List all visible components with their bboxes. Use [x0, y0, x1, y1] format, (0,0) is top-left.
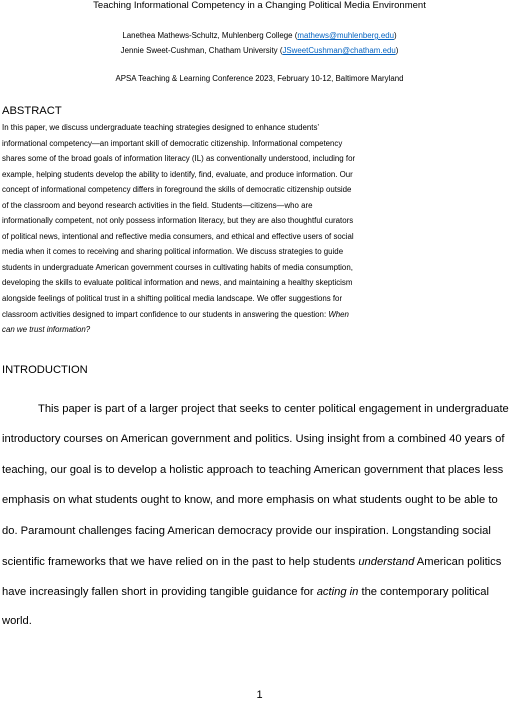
abstract-line: developing the skills to evaluate political information and news, and maintaining a healthy skepticism: [2, 278, 353, 288]
abstract-line: media when it comes to receiving and sharing political information. We discuss strategies to guide: [2, 247, 344, 257]
page-number: 1: [256, 689, 263, 701]
abstract-question-start: When: [326, 309, 349, 319]
abstract-line: students in undergraduate American government courses in cultivating habits of media consumption,: [2, 262, 353, 272]
intro-text: world.: [2, 615, 32, 627]
conference-line: APSA Teaching & Learning Conference 2023, February 10-12, Baltimore Maryland: [115, 74, 404, 83]
abstract-line: concept of informational competency differs in foreground the skills of democratic citizenship outside: [2, 185, 352, 195]
intro-text: scientific frameworks that we have relied on in the past to help students: [2, 556, 359, 568]
intro-text: emphasis on what students ought to know, and more emphasis on what students ought to be able to: [2, 494, 498, 506]
intro-line: [2, 493, 498, 507]
abstract-line: example, helping students develop the ability to identify, find, evaluate, and produce information. Our: [2, 169, 353, 179]
abstract-line: shares some of the broad goals of information literacy (IL) as conventionally understood, including for: [2, 154, 356, 164]
abstract-body: [2, 120, 519, 338]
intro-emphasis: acting in: [316, 586, 359, 598]
intro-line: [2, 463, 503, 477]
intro-text: teaching, our goal is to develop a holistic approach to teaching American government that places less: [2, 464, 504, 476]
abstract-line: [2, 307, 519, 323]
intro-text: do. Paramount challenges facing American democracy provide our inspiration. Longstanding social: [2, 525, 491, 537]
paper-title: Teaching Informational Competency in a Changing Political Media Environment: [93, 0, 426, 11]
intro-text: American politics: [414, 556, 502, 568]
intro-text: This paper is part of a larger project that seeks to center political engagement in undergraduate: [38, 403, 509, 415]
abstract-question-end: can we trust information?: [2, 325, 91, 335]
intro-emphasis: understand: [358, 556, 415, 568]
author-email-link[interactable]: JSweetCushman@chatham.edu: [282, 46, 396, 55]
author-suffix: ): [395, 46, 399, 55]
intro-line: [2, 585, 489, 599]
author-email-link[interactable]: mathews@muhlenberg.edu: [297, 31, 394, 40]
intro-line: [2, 524, 491, 538]
abstract-line: of the classroom and beyond research activities in the field. Students—citizens—who are: [2, 200, 313, 210]
author-line-1: [0, 29, 519, 43]
abstract-line: In this paper, we discuss undergraduate teaching strategies designed to enhance students’: [2, 123, 320, 132]
intro-line: [2, 614, 32, 628]
intro-text: have increasingly fallen short in providing tangible guidance for: [2, 586, 317, 598]
intro-line: [2, 555, 501, 569]
abstract-line: informationally competent, not only possess information literacy, but they are also thoughtful curators: [2, 216, 354, 226]
abstract-line-text: classroom activities designed to impart confidence to our students in answering the question:: [2, 309, 327, 319]
author-name: Jennie Sweet-Cushman, Chatham University (: [120, 46, 283, 55]
abstract-line: of political news, intentional and reflective media consumers, and ethical and effective users of social: [2, 231, 354, 241]
abstract-line: informational competency—an important skill of democratic citizenship. Informational competency: [2, 138, 343, 148]
author-suffix: ): [394, 31, 397, 40]
intro-line: [2, 402, 509, 416]
intro-text: the contemporary political: [358, 586, 489, 598]
author-line-2: [0, 44, 519, 58]
abstract-heading: ABSTRACT: [2, 105, 62, 117]
introduction-heading: INTRODUCTION: [2, 364, 88, 376]
intro-text: introductory courses on American government and politics. Using insight from a combined 40 years of: [2, 433, 505, 445]
author-name: Lanethea Mathews-Schultz, Muhlenberg College (: [122, 31, 298, 40]
abstract-line: alongside feelings of political trust in a shifting political media landscape. We offer suggestions for: [2, 294, 343, 304]
intro-line: [2, 432, 504, 446]
abstract-line: [2, 322, 519, 338]
